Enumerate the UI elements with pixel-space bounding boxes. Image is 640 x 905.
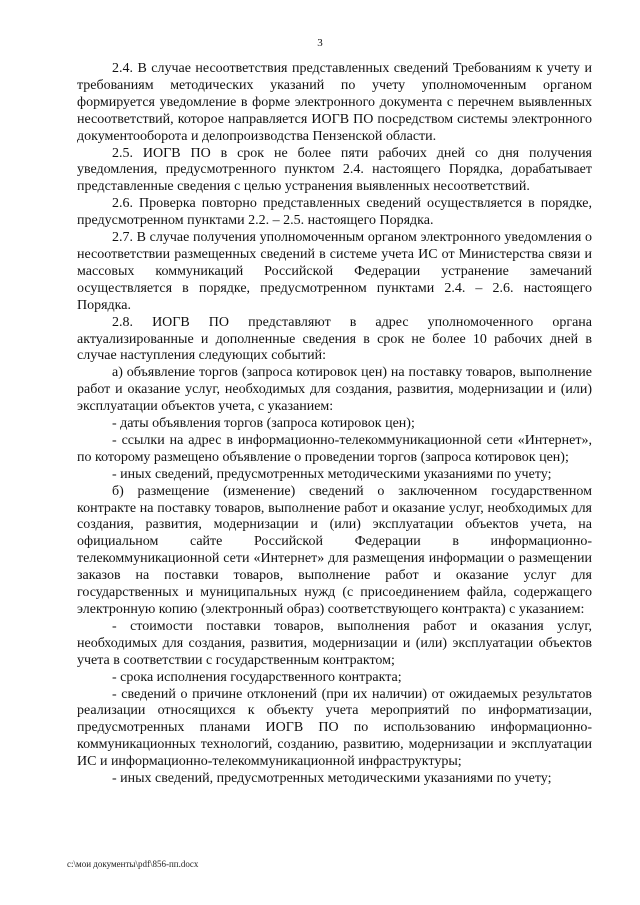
- paragraph-2-7: 2.7. В случае получения уполномоченным органом электронного уведомления о несоответствии размещенных сведений в системе учета ИС от Министерства связи и массовых коммуникаций Российской Федерации устранение замечаний осуществляется в порядке, предусмотренном пунктами 2.4. – 2.6. настоящего Порядка.: [77, 230, 592, 313]
- subitem-a: а) объявление торгов (запроса котировок цен) на поставку товаров, выполнение работ и оказание услуг, необходимых для создания, развития, модернизации и (или) эксплуатации объектов учета, с указанием:: [77, 365, 592, 415]
- list-item: - сведений о причине отклонений (при их наличии) от ожидаемых результатов реализации относящихся к объекту учета мероприятий по информатизации, предусмотренных планами ИОГВ ПО по использованию информационно-коммуникационных технологий, созданию, развитию, модернизации и эксплуатации ИС и информационно-телекоммуникационной инфраструктуры;: [77, 686, 592, 770]
- list-item: - даты объявления торгов (запроса котировок цен);: [112, 416, 415, 432]
- subitem-b: б) размещение (изменение) сведений о заключенном государственном контракте на поставку товаров, выполнение работ и оказание услуг, необходимых для создания, развития, модернизации и (или) эксплуатации объектов учета, на официальном сайте Российской Федерации в информационно-телекоммуникационной сети «Интернет» для размещения информации о размещении заказов на поставки товаров, выполнение работ и оказание услуг для государственных и муниципальных нужд (с присоединением файла, содержащего электронную копию (электронный образ) соответствующего контракта) с указанием:: [77, 483, 592, 617]
- document-body: [77, 61, 592, 788]
- list-item: - стоимости поставки товаров, выполнения работ и оказания услуг, необходимых для создания, развития, модернизации и (или) эксплуатации объектов учета в соответствии с государственным контрактом;: [77, 618, 592, 668]
- paragraph-2-8: 2.8. ИОГВ ПО представляют в адрес уполномоченного органа актуализированные и дополненные сведения в срок не более 10 рабочих дней в случае наступления следующих событий:: [77, 314, 592, 364]
- list-item: - ссылки на адрес в информационно-телекоммуникационной сети «Интернет», по которому размещено объявление о проведении торгов (запроса котировок цен);: [77, 432, 592, 465]
- list-item: - иных сведений, предусмотренных методическими указаниями по учету;: [112, 466, 552, 482]
- page-number: 3: [317, 37, 323, 49]
- paragraph-2-4: 2.4. В случае несоответствия представленных сведений Требованиям к учету и требованиям методических указаний по учету уполномоченным органом формируется уведомление в форме электронного документа с перечнем выявленных несоответствий, которое направляется ИОГВ ПО посредством системы электронного документооборота и делопроизводства Пензенской области.: [77, 61, 592, 144]
- list-item: - иных сведений, предусмотренных методическими указаниями по учету;: [112, 771, 552, 787]
- paragraph-2-6: 2.6. Проверка повторно представленных сведений осуществляется в порядке, предусмотренном пунктами 2.2. – 2.5. настоящего Порядка.: [77, 196, 592, 229]
- list-item: - срока исполнения государственного контракта;: [112, 669, 402, 685]
- footer-file-path: c:\мои документы\pdf\856-пп.docx: [67, 859, 199, 869]
- paragraph-2-5: 2.5. ИОГВ ПО в срок не более пяти рабочих дней со дня получения уведомления, предусмотренного пунктом 2.4. настоящего Порядка, дорабатывает представленные сведения с целью устранения выявленных несоответствий.: [77, 145, 592, 195]
